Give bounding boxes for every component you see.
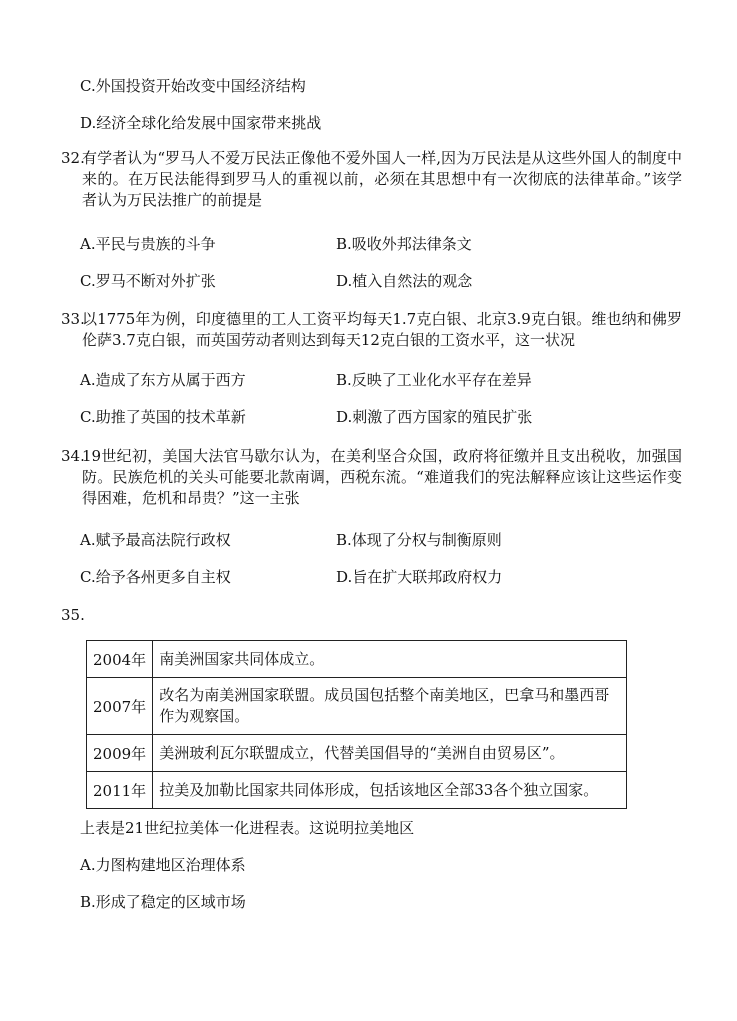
option-c: C.给予各州更多自主权	[80, 568, 231, 586]
question-stem: 19世纪初，美国大法官马歇尔认为，在美利坚合众国，政府将征缴并且支出税收，加强国防。民族危机的关头可能要北款南调，西税东流。“难道我们的宪法解释应该让这些运作变得困难，危机和昂贵？”这一主张	[82, 447, 682, 507]
year-cell: 2009年	[87, 735, 153, 772]
event-cell: 改名为南美洲国家联盟。成员国包括整个南美地区，巴拿马和墨西哥作为观察国。	[153, 678, 627, 735]
question-stem: 以1775年为例，印度德里的工人工资平均每天1.7克白银、北京3.9克白银。维也纳和佛罗伦萨3.7克白银，而英国劳动者则达到每天12克白银的工资水平，这一状况	[82, 310, 682, 349]
option-b: B.形成了稳定的区域市场	[80, 893, 246, 911]
question-number: 34.	[61, 447, 85, 465]
question-number: 35.	[61, 606, 85, 624]
option-d: D.经济全球化给发展中国家带来挑战	[80, 114, 322, 132]
question-stem: 有学者认为“罗马人不爱万民法正像他不爱外国人一样,因为万民法是从这些外国人的制度中来的。在万民法能得到罗马人的重视以前，必须在其思想中有一次彻底的法律革命。”该学者认为万民法推广的前提是	[82, 149, 682, 209]
option-a: A.造成了东方从属于西方	[80, 371, 246, 389]
table-row	[87, 641, 627, 678]
table-row	[87, 735, 627, 772]
option-a: A.平民与贵族的斗争	[80, 235, 216, 253]
option-c: C.助推了英国的技术革新	[80, 408, 246, 426]
option-b: B.体现了分权与制衡原则	[336, 531, 502, 549]
event-cell: 南美洲国家共同体成立。	[153, 641, 627, 678]
option-b: B.吸收外邦法律条文	[336, 235, 472, 253]
timeline-table	[86, 640, 627, 809]
option-c: C.外国投资开始改变中国经济结构	[80, 77, 306, 95]
year-cell: 2004年	[87, 641, 153, 678]
table-row	[87, 678, 627, 735]
table-row	[87, 772, 627, 809]
option-a: A.力图构建地区治理体系	[80, 856, 246, 874]
question-number: 32.	[61, 149, 85, 167]
year-cell: 2011年	[87, 772, 153, 809]
question-number: 33.	[61, 310, 85, 328]
event-cell: 美洲玻利瓦尔联盟成立，代替美国倡导的“美洲自由贸易区”。	[153, 735, 627, 772]
year-cell: 2007年	[87, 678, 153, 735]
option-d: D.刺激了西方国家的殖民扩张	[336, 408, 533, 426]
option-d: D.植入自然法的观念	[336, 272, 473, 290]
option-a: A.赋予最高法院行政权	[80, 531, 231, 549]
question-stem: 上表是21世纪拉美体一化进程表。这说明拉美地区	[80, 819, 415, 837]
option-c: C.罗马不断对外扩张	[80, 272, 216, 290]
event-cell: 拉美及加勒比国家共同体形成，包括该地区全部33各个独立国家。	[153, 772, 627, 809]
option-b: B.反映了工业化水平存在差异	[336, 371, 532, 389]
option-d: D.旨在扩大联邦政府权力	[336, 568, 503, 586]
